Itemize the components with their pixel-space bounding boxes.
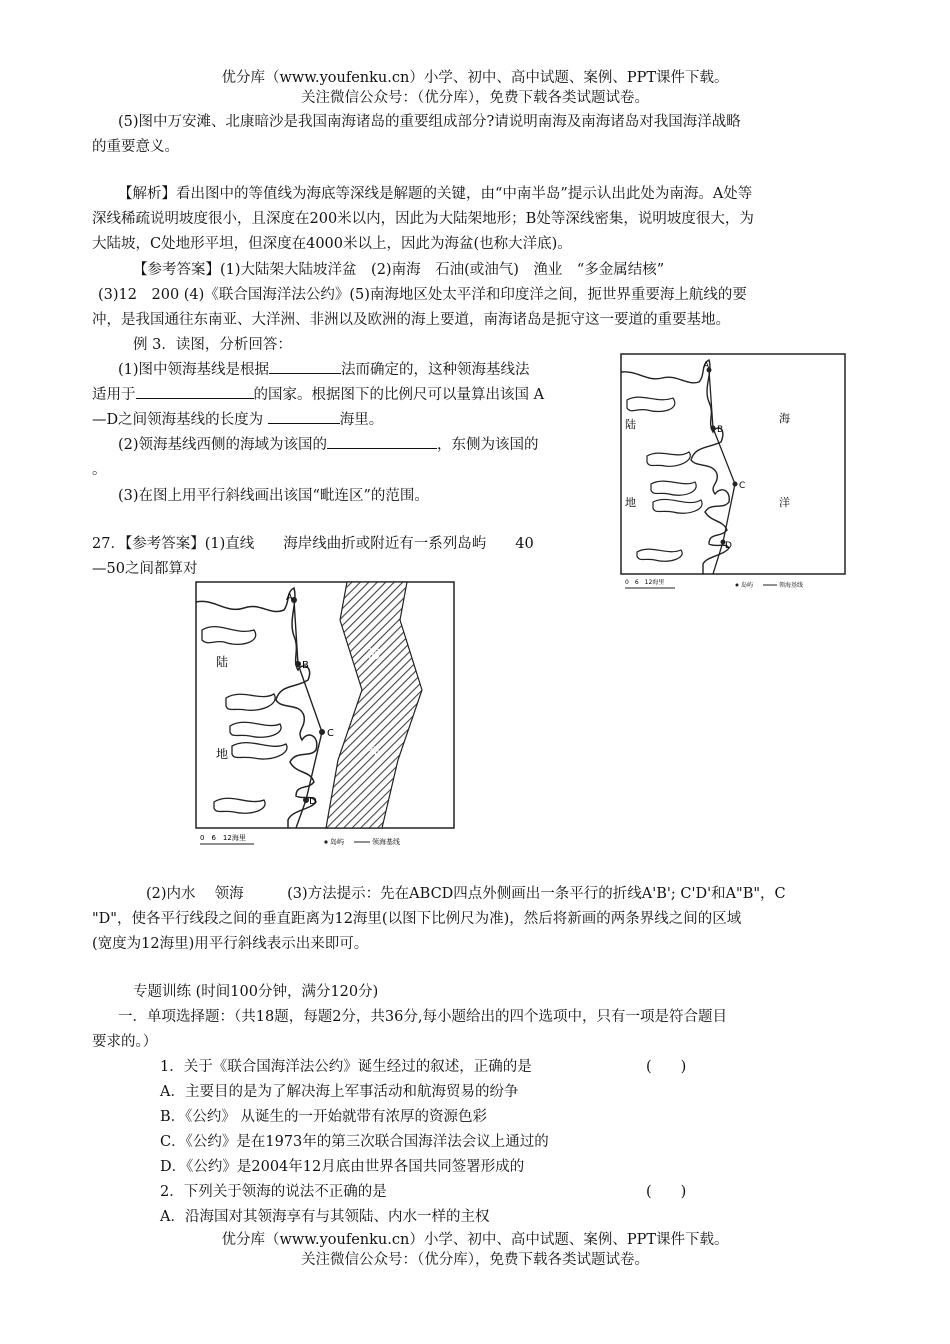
header-line-1: 优分库（www.youfenku.cn）小学、初中、高中试题、案例、PPT课件下载。 (221, 70, 729, 86)
answer1-line-3: 冲，是我国通往东南亚、大洋洲、非洲以及欧洲的海上要道，南海诸岛是扼守这一要道的重要基地。 (92, 312, 730, 328)
footer-line-1: 优分库（www.youfenku.cn）小学、初中、高中试题、案例、PPT课件下载。 (221, 1232, 729, 1248)
land-label: 陆 (216, 655, 229, 669)
answer27-line-4: "D"，使各平行线段之间的垂直距离为12海里(以图下比例尺为准)，然后将新画的两条界线之间的区域 (92, 911, 742, 927)
example3-q1-line-3 (92, 408, 383, 429)
question-1-answer-bracket[interactable]: ( ) (646, 1059, 687, 1075)
answer-blank[interactable] (269, 359, 341, 374)
island-symbol (736, 584, 739, 587)
answer1-line-2: (3)12 200 (4)《联合国海洋法公约》(5)南海地区处太平洋和印度洋之间，扼世界重要海上航线的要 (98, 287, 747, 303)
point-label-d: D (309, 796, 317, 807)
example3-title: 例 3．读图，分析回答： (133, 337, 292, 353)
inlet-shape (653, 499, 702, 513)
example3-q1-line-1 (118, 358, 530, 379)
q2-text-a: (2)领海基线西侧的海域为该国的 (118, 437, 328, 453)
question-1-option-c[interactable]: C．《公约》是在1973年的第三次联合国海洋法会议上通过的 (160, 1134, 549, 1150)
coastline (196, 588, 317, 828)
q1-text-a: (1)图中领海基线是根据 (118, 362, 270, 378)
example3-q2-line-2: 。 (92, 462, 107, 478)
q2-text-b: ，东侧为该国的 (437, 437, 539, 453)
inlet-shape (627, 397, 675, 411)
answer1-line-1: 【参考答案】(1)大陆架大陆坡洋盆 (2)南海 石油(或油气) 渔业 “多金属结核” (133, 262, 665, 278)
legend-island: 岛屿 (741, 582, 754, 589)
answer27-line-5: (宽度为12海里)用平行斜线表示出来即可。 (92, 936, 369, 952)
map-frame (621, 354, 845, 574)
contiguous-zone (326, 582, 422, 828)
answer27-line-1: 27．【参考答案】(1)直线 海岸线曲折或附近有一系列岛屿 40 (92, 536, 534, 552)
analysis-line-2: 深线稀疏说明坡度很小，且深度在200米以内，因此为大陆架地形；B处等深线密集，说明坡度很大，为 (92, 211, 754, 227)
q5-line-1: (5)图中万安滩、北康暗沙是我国南海诸岛的重要组成部分?请说明南海及南海诸岛对我国海洋战略 (118, 114, 741, 130)
analysis-line-3: 大陆坡，C处地形平坦，但深度在4000米以上，因此为海盆(也称大洋底)。 (92, 236, 572, 252)
answer27-line-3: (2)内水 领海 (3)方法提示：先在ABCD四点外侧画出一条平行的折线A'B'; C'D'和A"B"，C (146, 886, 786, 902)
example3-q3: (3)在图上用平行斜线画出该国“毗连区”的范围。 (118, 488, 429, 504)
section1-line-2: 要求的。） (92, 1034, 158, 1050)
q1-text-e: —D之间领海基线的长度为 (92, 412, 264, 428)
inlet-shape (647, 452, 690, 466)
point-marker (295, 661, 301, 667)
sea-label: 海 (368, 647, 381, 661)
question-2-answer-bracket[interactable]: ( ) (646, 1184, 687, 1200)
sea-label: 海 (779, 412, 790, 425)
question-2: 2．下列关于领海的说法不正确的是 (160, 1184, 387, 1200)
footer-line-2: 关注微信公众号：（优分库），免费下载各类试题试卷。 (301, 1252, 649, 1268)
legend-baseline: 领海基线 (372, 838, 400, 846)
point-label-c: C (739, 481, 746, 491)
point-label-c: C (327, 728, 334, 739)
inlet-shape (637, 549, 682, 561)
point-label-d: D (725, 541, 732, 551)
example3-q1-line-2 (92, 383, 544, 404)
q1-text-b: 法而确定的，这种领海基线法 (341, 362, 530, 378)
question-1-option-b[interactable]: B．《公约》 从诞生的一开始就带有浓厚的资源色彩 (160, 1109, 488, 1125)
question-1-option-d[interactable]: D．《公约》是2004年12月底由世界各国共同签署形成的 (160, 1159, 525, 1175)
q1-text-c: 适用于 (92, 387, 136, 403)
question-2-option-a[interactable]: A．沿海国对其领海享有与其领陆、内水一样的主权 (160, 1209, 490, 1225)
q1-text-f: 海里。 (339, 412, 384, 428)
answer-blank[interactable] (327, 434, 437, 449)
territorial-baseline (294, 600, 322, 828)
scale-label: 0 6 12海里 (625, 579, 665, 586)
inlet-shape (214, 798, 265, 813)
island-symbol (324, 840, 327, 843)
question-1-option-a[interactable]: A．主要目的是为了解决海上军事活动和航海贸易的纷争 (160, 1084, 519, 1100)
scale-label: 0 6 12海里 (200, 834, 246, 842)
legend-baseline: 领海基线 (779, 582, 804, 589)
answer-baseline-map (192, 580, 462, 855)
point-label-a: A (703, 361, 710, 371)
inlet-shape (202, 627, 256, 645)
inlet-shape (232, 743, 287, 759)
small-baseline-map (617, 352, 849, 600)
q5-line-2: 的重要意义。 (92, 139, 179, 155)
point-marker (711, 426, 716, 431)
point-marker (319, 729, 325, 735)
coastline (621, 360, 729, 574)
question-1: 1．关于《联合国海洋法公约》诞生经过的叙述，正确的是 (160, 1059, 532, 1075)
answer27-line-2: —50之间都算对 (92, 561, 198, 577)
point-label-b: B (717, 425, 724, 435)
example3-q2-line-1 (118, 433, 539, 454)
answer-blank[interactable] (268, 409, 340, 424)
practice-title: 专题训练 (时间100分钟，满分120分) (133, 984, 379, 1000)
inlet-shape (230, 722, 281, 737)
sea-label: 洋 (368, 745, 381, 759)
inlet-shape (651, 481, 696, 495)
analysis-line-1: 【解析】看出图中的等值线为海底等深线是解题的关键，由“中南半岛”提示认出此处为南海。A处等 (118, 186, 753, 202)
header-line-2: 关注微信公众号：（优分库），免费下载各类试题试卷。 (301, 90, 649, 106)
sea-label: 洋 (779, 496, 790, 509)
land-label: 地 (216, 747, 229, 761)
land-label: 陆 (625, 418, 636, 431)
q1-text-d: 的国家。根据图下的比例尺可以量算出该国 A (253, 387, 545, 403)
answer-blank[interactable] (136, 384, 254, 399)
legend-island: 岛屿 (330, 838, 344, 846)
point-label-b: B (302, 660, 309, 671)
point-label-a: A (286, 592, 293, 603)
land-label: 地 (625, 496, 636, 509)
section1-line-1: 一．单项选择题：（共18题，每题2分，共36分,每小题给出的四个选项中，只有一项是符合题目 (118, 1009, 727, 1025)
point-marker (733, 482, 738, 487)
inlet-shape (226, 694, 275, 710)
